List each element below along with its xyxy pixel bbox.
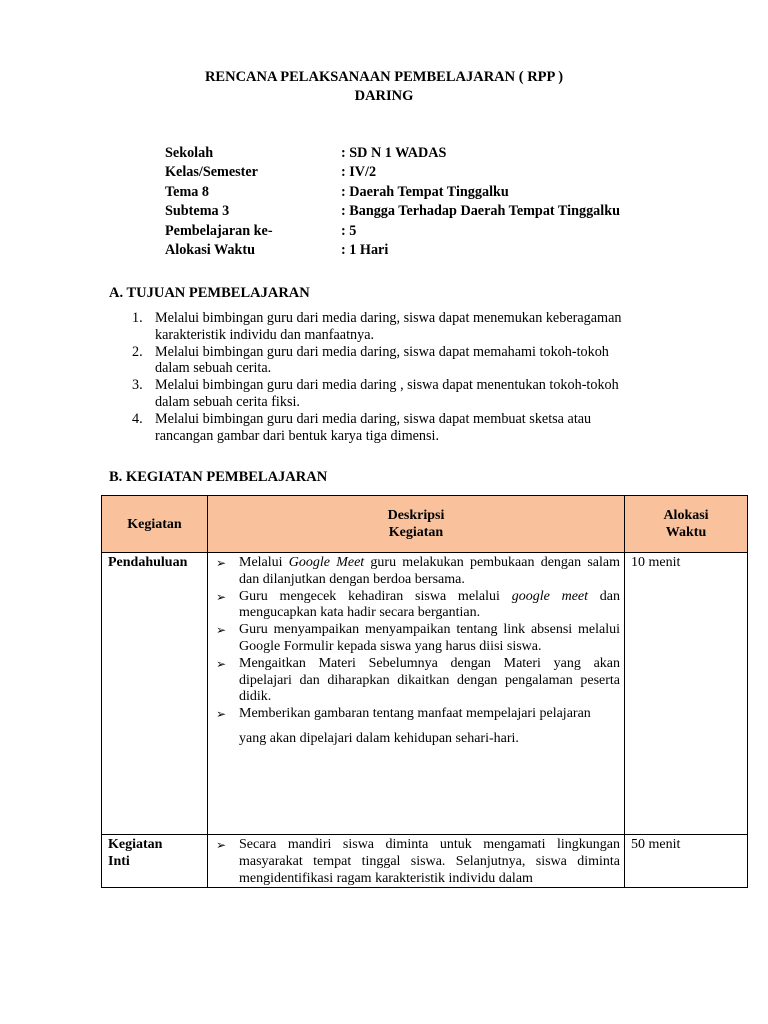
objective-item bbox=[132, 310, 672, 344]
list-item bbox=[214, 656, 620, 706]
objective-line: Melalui bimbingan guru dari media daring, siswa dapat memahami tokoh-tokoh bbox=[155, 343, 609, 360]
objective-item bbox=[132, 411, 672, 445]
arrow-bullet-icon: ➢ bbox=[216, 656, 227, 671]
arrow-bullet-icon: ➢ bbox=[216, 623, 227, 638]
identity-value: : IV/2 bbox=[341, 164, 377, 181]
identity-value: : Daerah Tempat Tinggalku bbox=[341, 183, 509, 200]
arrow-bullet-icon: ➢ bbox=[216, 589, 227, 604]
document-title bbox=[0, 68, 768, 106]
bullet-text: Guru menyampaikan menyampaikan tentang link absensi melalui Google Formulir kepada siswa yang harus diisi siswa. bbox=[239, 622, 620, 654]
objective-line: dalam sebuah cerita. bbox=[155, 360, 272, 377]
bullet-text: Guru mengecek kehadiran siswa melalui bbox=[239, 588, 512, 604]
table-row bbox=[102, 553, 748, 835]
title-line-2: DARING bbox=[354, 88, 414, 104]
arrow-bullet-icon: ➢ bbox=[216, 556, 227, 570]
objective-line: karakteristik individu dan manfaatnya. bbox=[155, 326, 375, 343]
objective-number: 4. bbox=[132, 410, 143, 427]
objective-number: 3. bbox=[132, 377, 143, 394]
identity-label: Sekolah bbox=[165, 145, 214, 161]
header-alokasi bbox=[625, 496, 748, 553]
identity-value: : SD N 1 WADAS bbox=[341, 145, 447, 161]
objective-number: 1. bbox=[132, 310, 143, 326]
header-deskripsi-line: Deskripsi bbox=[387, 508, 445, 523]
section-a-heading: A. TUJUAN PEMBELAJARAN bbox=[109, 285, 310, 301]
list-item bbox=[214, 589, 620, 623]
bullet-continuation: yang akan dipelajari dalam kehidupan sehari-hari. bbox=[239, 730, 519, 746]
objective-line: dalam sebuah cerita fiksi. bbox=[155, 393, 300, 410]
arrow-bullet-icon: ➢ bbox=[216, 707, 227, 722]
bullet-text: dan mengucapkan kata hadir secara bergantian. bbox=[239, 588, 621, 621]
header-deskripsi-line: Kegiatan bbox=[388, 525, 444, 540]
bullet-text: guru melakukan pembukaan dengan salam dan dilanjutkan dengan berdoa bersama. bbox=[239, 555, 621, 587]
objective-line: Melalui bimbingan guru dari media daring, siswa dapat menemukan keberagaman bbox=[155, 310, 622, 326]
activity-description bbox=[208, 835, 625, 888]
objective-item bbox=[132, 377, 672, 411]
bullet-emphasis: google meet bbox=[511, 588, 589, 604]
title-line-1: RENCANA PELAKSANAAN PEMBELAJARAN ( RPP ) bbox=[204, 69, 564, 85]
header-deskripsi bbox=[208, 496, 625, 553]
activity-label: Pendahuluan bbox=[102, 553, 208, 835]
objective-line: Melalui bimbingan guru dari media daring, siswa dapat membuat sketsa atau bbox=[155, 410, 592, 427]
header-alokasi-line: Waktu bbox=[665, 525, 707, 540]
bullet-text: Secara mandiri siswa diminta untuk mengamati lingkungan masyarakat tempat tinggal siswa. Selanjutnya, siswa diminta mengidentifikasi ragam karakteristik individu dalam bbox=[239, 837, 620, 886]
identity-label: Alokasi Waktu bbox=[165, 241, 256, 258]
list-item bbox=[214, 555, 620, 589]
list-item bbox=[214, 622, 620, 656]
activity-description bbox=[208, 553, 625, 835]
identity-value: : 5 bbox=[341, 222, 357, 239]
activities-table bbox=[101, 495, 748, 888]
list-item bbox=[214, 837, 620, 887]
bullet-text: Memberikan gambaran tentang manfaat mempelajari pelajaran bbox=[239, 706, 591, 722]
identity-label: Tema 8 bbox=[165, 183, 210, 200]
identity-label: Kelas/Semester bbox=[165, 164, 258, 181]
identity-label: Subtema 3 bbox=[165, 203, 230, 220]
objective-number: 2. bbox=[132, 343, 143, 360]
activity-bullets bbox=[214, 555, 620, 723]
activity-time: 50 menit bbox=[625, 835, 748, 888]
activity-label-line: Kegiatan bbox=[108, 837, 163, 852]
table-header-row bbox=[102, 496, 748, 553]
table-row bbox=[102, 835, 748, 888]
activity-time: 10 menit bbox=[625, 553, 748, 835]
identity-label: Pembelajaran ke- bbox=[165, 222, 273, 239]
objective-line: Melalui bimbingan guru dari media daring , siswa dapat menentukan tokoh-tokoh bbox=[155, 377, 619, 394]
header-kegiatan: Kegiatan bbox=[102, 496, 208, 553]
activity-label-line: Inti bbox=[108, 853, 130, 869]
objectives-list bbox=[132, 310, 672, 444]
list-item bbox=[214, 706, 620, 723]
objective-item bbox=[132, 344, 672, 378]
identity-value: : Bangga Terhadap Daerah Tempat Tinggalku bbox=[341, 203, 620, 220]
objective-line: rancangan gambar dari bentuk karya tiga dimensi. bbox=[155, 427, 440, 444]
section-b-heading: B. KEGIATAN PEMBELAJARAN bbox=[109, 469, 328, 485]
bullet-text: Melalui bbox=[239, 555, 289, 570]
header-alokasi-line: Alokasi bbox=[663, 508, 709, 523]
arrow-bullet-icon: ➢ bbox=[216, 838, 227, 852]
activity-label bbox=[102, 835, 208, 888]
bullet-text: Mengaitkan Materi Sebelumnya dengan Materi yang akan dipelajari dan diharapkan dikaitkan dengan pengalaman peserta didik. bbox=[239, 655, 620, 705]
identity-value: : 1 Hari bbox=[341, 241, 389, 258]
bullet-emphasis: Google Meet bbox=[288, 555, 365, 570]
activity-bullets bbox=[214, 837, 620, 887]
